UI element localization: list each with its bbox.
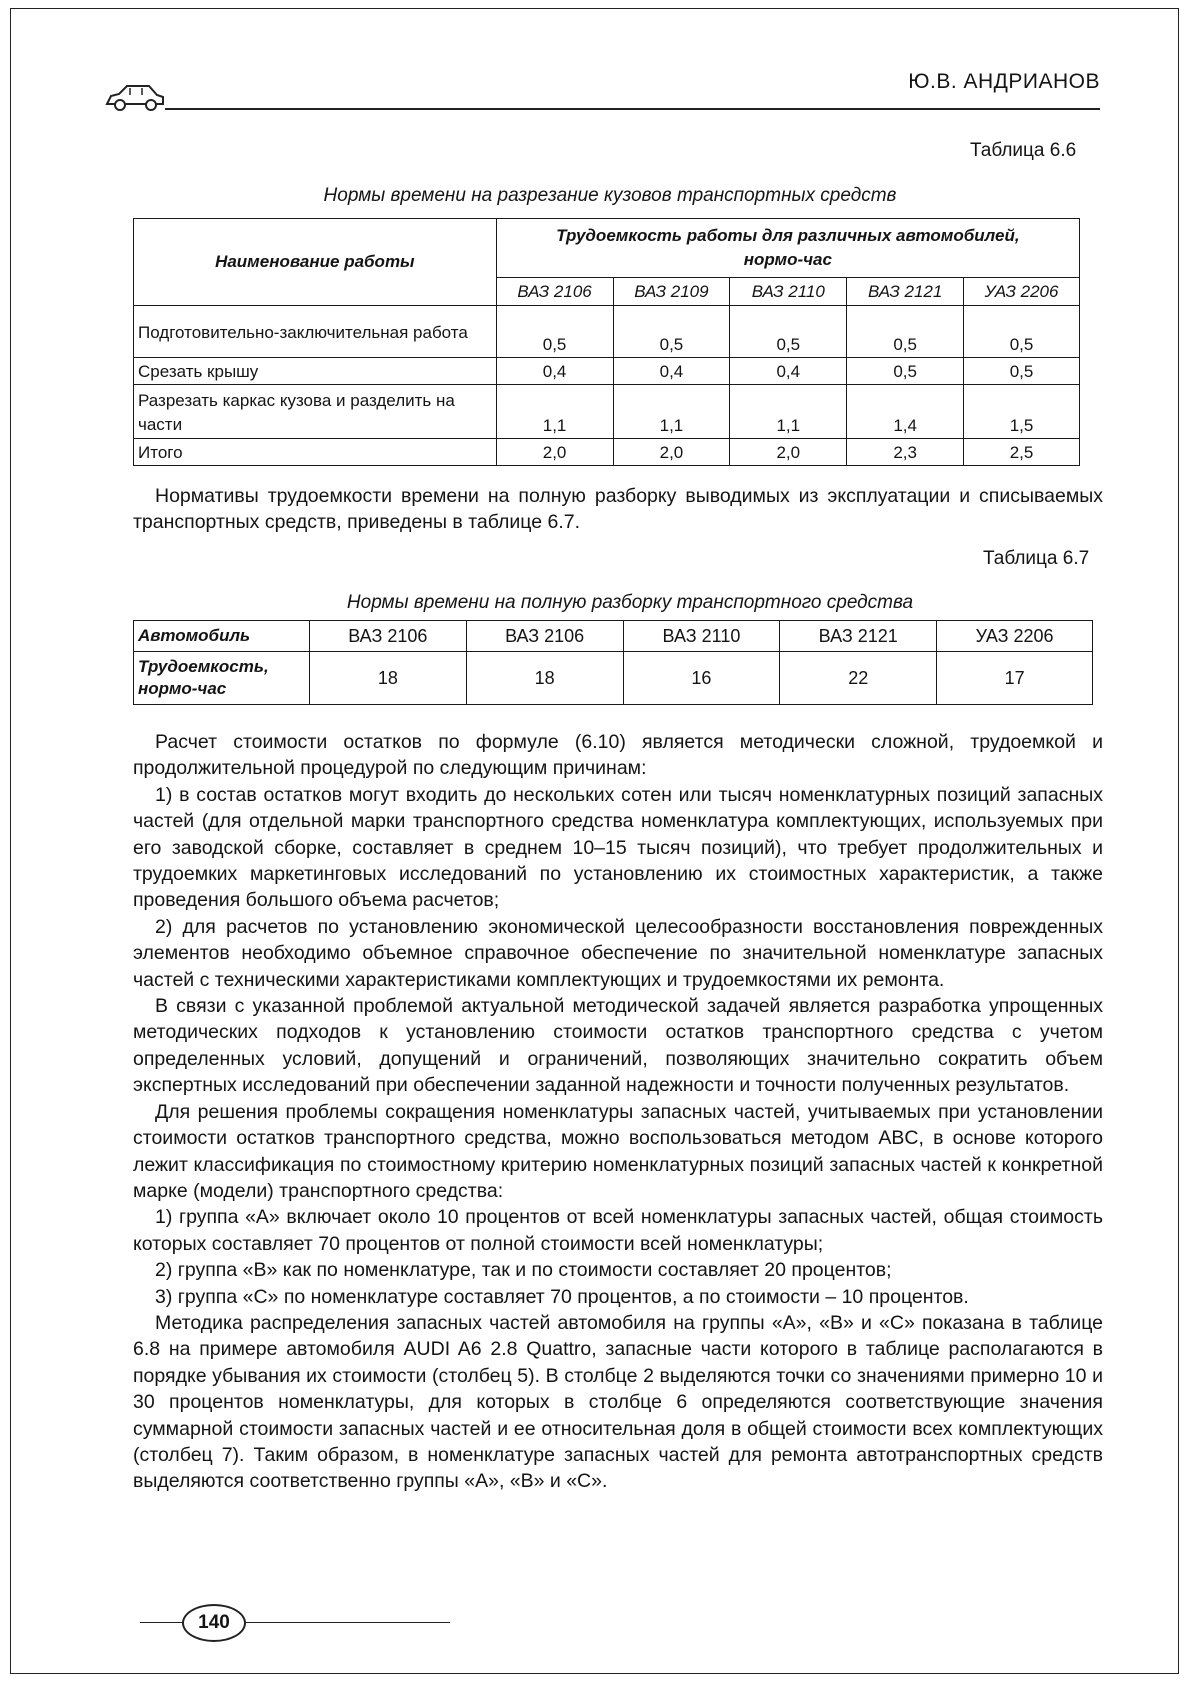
table-row	[134, 358, 1080, 385]
car-cell: ВАЗ 2106	[466, 621, 623, 652]
value-cell: 0,5	[847, 358, 964, 385]
paragraph-table-reference	[133, 483, 1103, 536]
value-cell: 2,0	[496, 439, 613, 466]
value-cell: 2,3	[847, 439, 964, 466]
table-6-6	[133, 218, 1080, 466]
table-6-7	[133, 620, 1093, 705]
value-cell: 2,0	[613, 439, 730, 466]
value-cell: 2,5	[964, 439, 1080, 466]
value-cell: 18	[466, 652, 623, 705]
value-cell: 0,5	[964, 358, 1080, 385]
value-cell: 17	[937, 652, 1093, 705]
value-cell: 1,1	[613, 385, 730, 439]
car-cell: ВАЗ 2106	[309, 621, 466, 652]
page-header	[105, 68, 1100, 110]
paragraph: Для решения проблемы сокращения номенклатуры запасных частей, учитываемых при установлении стоимости остатков транспортного средства, можно воспользоваться методом ABC, в основе которого лежит классификация по стоимостному критерию номенклатурных позиций запасных частей к конкретной марке (модели) транспортного средства:	[133, 1100, 1103, 1202]
car-header: ВАЗ 2109	[613, 278, 730, 306]
table-row	[134, 621, 1093, 652]
value-cell: 22	[780, 652, 937, 705]
value-cell: 0,5	[964, 306, 1080, 358]
paragraph: Нормативы трудоемкости времени на полную разборку выводимых из эксплуатации и списываемых транспортных средств, приведены в таблице 6.7.	[133, 485, 1103, 534]
car-header: ВАЗ 2106	[496, 278, 613, 306]
page-number: 140	[182, 1604, 246, 1642]
row-header-car: Автомобиль	[134, 621, 310, 652]
row-header-labor: Трудоемкость, нормо-час	[134, 652, 310, 705]
value-cell: 1,1	[496, 385, 613, 439]
paragraph: 1) группа «А» включает около 10 процентов от всей номенклатуры запасных частей, общая стоимость которых составляет 70 процентов от полной стоимости всей номенклатуры;	[133, 1206, 1103, 1255]
car-header: ВАЗ 2110	[730, 278, 847, 306]
paragraph: В связи с указанной проблемой актуальной методической задачей является разработка упрощенных методических подходов к установлению стоимости остатков транспортного средства с учетом определенных условий, допущений и ограничений, позволяющих значительно сократить объем экспертных исследований при обеспечении заданной надежности и точности полученных результатов.	[133, 995, 1103, 1097]
table-row	[134, 385, 1080, 439]
paragraph: Расчет стоимости остатков по формуле (6.10) является методически сложной, трудоемкой и продолжительной процедурой по следующим причинам:	[133, 731, 1103, 780]
value-cell: 16	[623, 652, 780, 705]
paragraph: 3) группа «С» по номенклатуре составляет 70 процентов, а по стоимости – 10 процентов.	[155, 1285, 969, 1308]
value-cell: 0,4	[730, 358, 847, 385]
paragraph: Методика распределения запасных частей автомобиля на группы «А», «В» и «С» показана в таблице 6.8 на примере автомобиля AUDI A6 2.8 Quattro, запасные части которого в таблице располагаются в порядке убывания их стоимости (столбец 5). В столбце 2 выделяются точки со значениями примерно 10 и 30 процентов номенклатуры, для которых в столбце 6 определяются соответствующие значения суммарной стоимости запасных частей и ее относительная доля в общей стоимости всех комплектующих (столбец 7). Таким образом, в номенклатуре запасных частей для ремонта автотранспортных средств выделяются соответственно группы «А», «В» и «С».	[133, 1311, 1103, 1493]
paragraph: 2) группа «В» как по номенклатуре, так и по стоимости составляет 20 процентов;	[155, 1259, 892, 1282]
work-name-cell: Срезать крышу	[134, 358, 497, 385]
value-cell: 0,4	[613, 358, 730, 385]
value-cell: 18	[309, 652, 466, 705]
car-header: ВАЗ 2121	[847, 278, 964, 306]
paragraph: 2) для расчетов по установлению экономической целесообразности восстановления поврежденных элементов необходимо объемное справочное обеспечение по значительной номенклатуре запасных частей с техническими характеристиками комплектующих и трудоемкостями их ремонта.	[133, 915, 1103, 991]
header-rule	[165, 108, 1100, 110]
value-cell: 1,4	[847, 385, 964, 439]
work-name-cell: Итого	[134, 439, 497, 466]
value-cell: 2,0	[730, 439, 847, 466]
value-cell: 0,5	[730, 306, 847, 358]
car-cell: УАЗ 2206	[937, 621, 1093, 652]
value-cell: 0,5	[847, 306, 964, 358]
car-icon	[105, 78, 165, 114]
work-name-cell: Разрезать каркас кузова и разделить на части	[134, 385, 497, 439]
table-6-7-label: Таблица 6.7	[983, 548, 1090, 569]
main-body-text	[133, 729, 1103, 1495]
table-6-6-title: Нормы времени на разрезание кузовов транспортных средств	[323, 185, 897, 206]
table-row	[134, 652, 1093, 705]
work-name-cell: Подготовительно-заключительная работа	[134, 306, 497, 358]
table-row	[134, 306, 1080, 358]
column-header-work-name: Наименование работы	[134, 219, 497, 306]
car-cell: ВАЗ 2110	[623, 621, 780, 652]
table-row	[134, 439, 1080, 466]
value-cell: 0,5	[613, 306, 730, 358]
column-group-header: Трудоемкость работы для различных автомобилей, нормо-час	[496, 219, 1079, 278]
value-cell: 0,5	[496, 306, 613, 358]
value-cell: 1,1	[730, 385, 847, 439]
car-cell: ВАЗ 2121	[780, 621, 937, 652]
value-cell: 1,5	[964, 385, 1080, 439]
table-6-7-title: Нормы времени на полную разборку транспортного средства	[346, 592, 914, 613]
author-name: Ю.В. АНДРИАНОВ	[908, 70, 1100, 93]
value-cell: 0,4	[496, 358, 613, 385]
table-6-6-label: Таблица 6.6	[970, 140, 1077, 161]
paragraph: 1) в состав остатков могут входить до нескольких сотен или тысяч номенклатурных позиций запасных частей (для отдельной марки транспортного средства номенклатура комплектующих, используемых при его заводской сборке, составляет в среднем 10–15 тысяч позиций), что требует продолжительных и трудоемких маркетинговых исследований по установлению их стоимостных характеристик, а также проведения большого объема расчетов;	[133, 783, 1103, 912]
page-footer	[140, 1600, 450, 1646]
car-header: УАЗ 2206	[964, 278, 1080, 306]
